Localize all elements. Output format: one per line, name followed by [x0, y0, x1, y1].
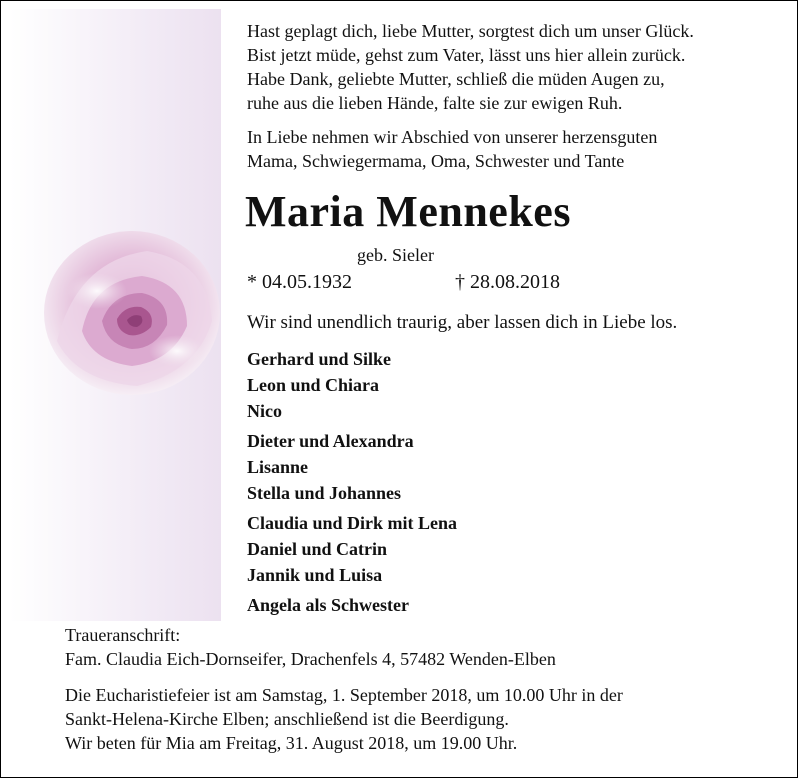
poem-line: Hast geplagt dich, liebe Mutter, sorgtest dich um unser Glück. — [247, 21, 694, 41]
death-date: † 28.08.2018 — [455, 271, 560, 293]
service-info — [65, 683, 623, 755]
service-line: Wir beten für Mia am Freitag, 31. August 2018, um 19.00 Uhr. — [65, 733, 518, 753]
rose-image — [37, 221, 227, 401]
mourner-entry: Gerhard und Silke — [247, 349, 392, 369]
mourning-address — [65, 623, 556, 671]
farewell-text: Wir sind unendlich traurig, aber lassen dich in Liebe los. — [247, 312, 678, 333]
service-line: Die Eucharistiefeier ist am Samstag, 1. September 2018, um 10.00 Uhr in der — [65, 685, 623, 705]
mourner-entry: Lisanne — [247, 457, 309, 477]
mourner-entry: Daniel und Catrin — [247, 539, 388, 559]
intro-line: Mama, Schwiegermama, Oma, Schwester und Tante — [247, 151, 625, 171]
address-label: Traueranschrift: — [65, 625, 181, 645]
mourner-entry: Jannik und Luisa — [247, 565, 383, 585]
address-line: Fam. Claudia Eich-Dornseifer, Drachenfels 4, 57482 Wenden-Elben — [65, 649, 556, 669]
mourner-entry: Claudia und Dirk mit Lena — [247, 513, 458, 533]
mourner-entry: Dieter und Alexandra — [247, 431, 414, 451]
mourner-entry: Leon und Chiara — [247, 375, 380, 395]
mourner-entry: Nico — [247, 401, 282, 421]
mourner-entry: Stella und Johannes — [247, 483, 402, 503]
deceased-name: Maria Mennekes — [245, 187, 571, 236]
service-line: Sankt-Helena-Kirche Elben; anschließend ist die Beerdigung. — [65, 709, 509, 729]
poem-line: Bist jetzt müde, gehst zum Vater, lässt uns hier allein zurück. — [247, 45, 686, 65]
poem-line: ruhe aus die lieben Hände, falte sie zur ewigen Ruh. — [247, 93, 623, 113]
birth-date: * 04.05.1932 — [247, 271, 352, 293]
poem — [247, 19, 694, 115]
mourners-list — [247, 346, 457, 618]
poem-line: Habe Dank, geliebte Mutter, schließ die müden Augen zu, — [247, 69, 665, 89]
mourner-entry: Angela als Schwester — [247, 595, 409, 615]
intro — [247, 125, 657, 173]
birth-name: geb. Sieler — [357, 245, 434, 265]
intro-line: In Liebe nehmen wir Abschied von unserer herzensguten — [247, 127, 658, 147]
